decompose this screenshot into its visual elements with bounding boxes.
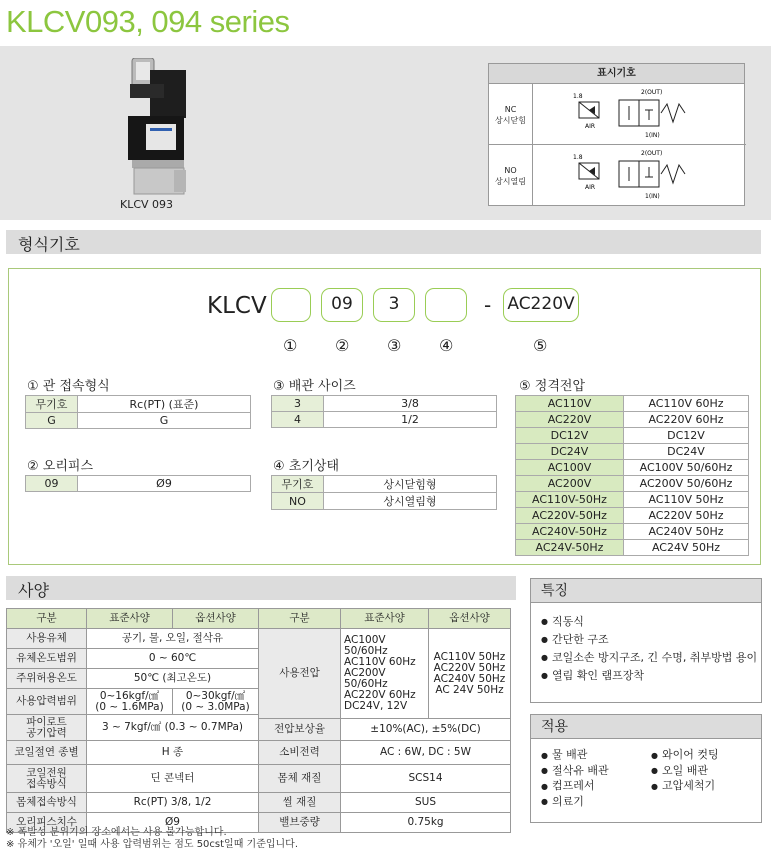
port-out-label: 2(OUT) [641, 150, 663, 157]
table-cell: 3 ~ 7kgf/㎠ (0.3 ~ 0.7MPa) [87, 715, 259, 741]
table-cell: 0 ~ 60℃ [87, 649, 259, 669]
product-hero [0, 46, 771, 220]
list-item: ● 와이어 컷팅 [651, 747, 761, 763]
table-cell: NO [272, 493, 324, 510]
symbol-row-no [489, 145, 746, 206]
voltage-std-cell [341, 629, 429, 719]
cell-line: (0 ~ 1.6MPa) [95, 700, 164, 713]
valve-product-image [110, 58, 190, 196]
table-cell [173, 689, 259, 715]
symbol-code: NO [504, 165, 517, 175]
table-row [272, 412, 497, 428]
voltage-table [515, 395, 749, 556]
table-cell: AC24V 50Hz [624, 540, 749, 556]
feature-panel [530, 578, 762, 703]
table-cell: 3/8 [324, 396, 497, 412]
application-panel [530, 714, 762, 823]
table-cell: 09 [26, 476, 78, 492]
voltage-std-line: AC110V 60Hz [344, 656, 416, 668]
table-cell: AC : 6W, DC : 5W [341, 741, 511, 765]
cell-line: 공기압력 [26, 726, 67, 739]
table-row [272, 476, 497, 493]
air-label: AIR [585, 184, 596, 191]
nc-valve-symbol-icon [549, 86, 719, 144]
pilot-label: 1.8 [573, 154, 583, 161]
symbol-row-nc [489, 84, 746, 145]
table-cell: 사용유체 [7, 629, 87, 649]
symbol-panel [488, 63, 745, 206]
table-cell: DC24V [624, 444, 749, 460]
table-cell: AC200V 50/60Hz [624, 476, 749, 492]
table-cell: ±10%(AC), ±5%(DC) [341, 719, 511, 741]
cell-line: 코일전원 [26, 766, 67, 779]
pilot-label: 1.8 [573, 93, 583, 100]
cell-line: 0~30kgf/㎠ [185, 689, 246, 702]
footnote: ※ 폭발성 분위기의 장소에서는 사용 불가능합니다. [6, 827, 227, 838]
table-row [7, 765, 511, 793]
table-cell: AC220V 50Hz [624, 508, 749, 524]
table-cell: 3 [272, 396, 324, 412]
code-prefix: KLCV [207, 293, 267, 319]
cell-line: 0~16kgf/㎠ [99, 689, 160, 702]
conn-title: ① 관 접속형식 [27, 379, 110, 394]
table-cell: AC110V 60Hz [624, 396, 749, 412]
size-title: ③ 배관 사이즈 [273, 379, 356, 394]
list-item: ● 직동식 [541, 613, 761, 631]
table-cell: 1/2 [324, 412, 497, 428]
orifice-title: ② 오리피스 [27, 459, 94, 474]
table-cell: AC24V-50Hz [516, 540, 624, 556]
table-row [516, 508, 749, 524]
table-cell: AC100V 50/60Hz [624, 460, 749, 476]
voltage-std-line: DC24V, 12V [344, 700, 408, 712]
table-row [516, 396, 749, 412]
application-title: 적용 [531, 715, 761, 739]
page-title: KLCV093, 094 series [6, 4, 290, 39]
table-cell: 무기호 [272, 476, 324, 493]
table-header: 구분 [7, 609, 87, 629]
code-number-3: ③ [387, 336, 402, 355]
table-cell: SUS [341, 793, 511, 813]
port-in-label: 1(IN) [645, 193, 660, 200]
cell-line: (0 ~ 3.0MPa) [181, 700, 250, 713]
list-item: ● 물 배관 [541, 747, 651, 763]
table-row [26, 476, 251, 492]
voltage-title: ⑤ 정격전압 [519, 379, 586, 394]
code-number-1: ① [283, 336, 298, 355]
code-box-1 [271, 288, 311, 322]
table-cell: 전압보상율 [259, 719, 341, 741]
voltage-opt-line: AC220V 50Hz [433, 661, 506, 674]
list-item: ● 고압세척기 [651, 778, 761, 794]
table-header: 옵션사양 [429, 609, 511, 629]
port-in-label: 1(IN) [645, 132, 660, 139]
list-item: ● 열림 확인 램프장착 [541, 667, 761, 685]
symbol-code: NC [504, 104, 517, 114]
feature-title: 특징 [531, 579, 761, 603]
table-cell [7, 715, 87, 741]
table-cell: 0.75kg [341, 813, 511, 833]
section-spec [6, 576, 516, 600]
table-cell: 유체온도범위 [7, 649, 87, 669]
table-row [7, 793, 511, 813]
table-cell: Rc(PT) 3/8, 1/2 [87, 793, 259, 813]
size-table [271, 395, 497, 428]
code-box-2: 09 [321, 288, 363, 322]
table-cell: Ø9 [87, 813, 259, 833]
table-cell: AC220V-50Hz [516, 508, 624, 524]
table-row [272, 493, 497, 510]
section-title: 사양 [18, 581, 49, 600]
no-valve-symbol-icon [549, 147, 719, 205]
table-header: 표준사양 [87, 609, 173, 629]
table-row [516, 428, 749, 444]
table-header: 옵션사양 [173, 609, 259, 629]
cell-line: 파이로트 [26, 715, 67, 728]
table-cell: AC200V [516, 476, 624, 492]
table-cell: 몸체접속방식 [7, 793, 87, 813]
table-row [516, 412, 749, 428]
table-cell: DC12V [516, 428, 624, 444]
table-cell: 4 [272, 412, 324, 428]
table-row [516, 540, 749, 556]
code-number-5: ⑤ [533, 336, 548, 355]
voltage-opt-cell [429, 629, 511, 719]
table-header: 표준사양 [341, 609, 429, 629]
conn-table [25, 395, 251, 429]
code-box-5: AC220V [503, 288, 579, 322]
model-code-panel [8, 268, 761, 565]
section-title: 형식기호 [18, 235, 80, 254]
list-item: ● 컴프레서 [541, 778, 651, 794]
table-cell [7, 765, 87, 793]
table-cell: G [26, 413, 78, 429]
table-row [26, 396, 251, 413]
table-cell: AC220V [516, 412, 624, 428]
table-row [26, 413, 251, 429]
table-cell: Rc(PT) (표준) [78, 396, 251, 413]
voltage-std-line: AC220V 60Hz [344, 689, 416, 701]
table-row [7, 629, 511, 649]
symbol-label: 상시닫힘 [495, 115, 526, 125]
footnotes [6, 827, 298, 851]
table-cell: SCS14 [341, 765, 511, 793]
table-row [516, 476, 749, 492]
list-item: ● 코일소손 방지구조, 긴 수명, 취부방법 용이 [541, 649, 761, 667]
table-cell: AC100V [516, 460, 624, 476]
table-cell: 주위허용온도 [7, 669, 87, 689]
table-cell: 상시열림형 [324, 493, 497, 510]
table-row [516, 444, 749, 460]
table-row [7, 609, 511, 629]
code-box-4 [425, 288, 467, 322]
table-row [272, 396, 497, 412]
list-item: ● 오일 배관 [651, 763, 761, 779]
product-label: KLCV 093 [120, 198, 174, 211]
code-number-2: ② [335, 336, 350, 355]
voltage-opt-line: AC110V 50Hz [433, 650, 506, 663]
code-number-4: ④ [439, 336, 454, 355]
table-cell: 무기호 [26, 396, 78, 413]
table-cell: AC240V 50Hz [624, 524, 749, 540]
table-cell: Ø9 [78, 476, 251, 492]
table-cell: 사용전압 [259, 629, 341, 719]
table-cell: 오리피스치수 [7, 813, 87, 833]
symbol-header: 표시기호 [489, 64, 744, 84]
table-cell: 딘 콘넥터 [87, 765, 259, 793]
table-cell: AC220V 60Hz [624, 412, 749, 428]
table-cell: 몸체 재질 [259, 765, 341, 793]
table-row [516, 460, 749, 476]
table-cell: AC110V-50Hz [516, 492, 624, 508]
cell-line: 접속방식 [26, 777, 67, 790]
table-row [516, 524, 749, 540]
table-cell: 코일절연 종별 [7, 741, 87, 765]
table-cell: AC240V-50Hz [516, 524, 624, 540]
table-cell: 50℃ (최고온도) [87, 669, 259, 689]
table-row [7, 741, 511, 765]
voltage-std-line: AC200V 50/60Hz [344, 667, 388, 690]
table-cell: DC12V [624, 428, 749, 444]
code-dash: - [484, 293, 492, 317]
footnote: ※ 유체가 '오일' 일때 사용 압력범위는 점도 50cst일때 기준입니다. [6, 839, 299, 850]
table-cell: G [78, 413, 251, 429]
list-item: ● 절삭유 배관 [541, 763, 651, 779]
spec-table [6, 608, 511, 833]
table-cell: 공기, 물, 오일, 절삭유 [87, 629, 259, 649]
table-cell: AC110V [516, 396, 624, 412]
list-item: ● 의료기 [541, 794, 651, 810]
state-table [271, 475, 497, 510]
table-header: 구분 [259, 609, 341, 629]
table-cell: 상시닫힘형 [324, 476, 497, 493]
table-cell: 씰 재질 [259, 793, 341, 813]
voltage-std-line: AC100V 50/60Hz [344, 634, 388, 657]
voltage-opt-line: AC 24V 50Hz [435, 683, 504, 696]
table-cell: 밸브중량 [259, 813, 341, 833]
orifice-table [25, 475, 251, 492]
table-cell [87, 689, 173, 715]
air-label: AIR [585, 123, 596, 130]
table-cell: H 종 [87, 741, 259, 765]
state-title: ④ 초기상태 [273, 459, 340, 474]
table-cell: 소비전력 [259, 741, 341, 765]
table-cell: 사용압력범위 [7, 689, 87, 715]
code-box-3: 3 [373, 288, 415, 322]
voltage-opt-line: AC240V 50Hz [433, 672, 506, 685]
table-row [516, 492, 749, 508]
table-cell: AC110V 50Hz [624, 492, 749, 508]
port-out-label: 2(OUT) [641, 89, 663, 96]
section-model [6, 230, 761, 254]
table-cell: DC24V [516, 444, 624, 460]
symbol-label: 상시열림 [495, 176, 526, 186]
list-item: ● 간단한 구조 [541, 631, 761, 649]
